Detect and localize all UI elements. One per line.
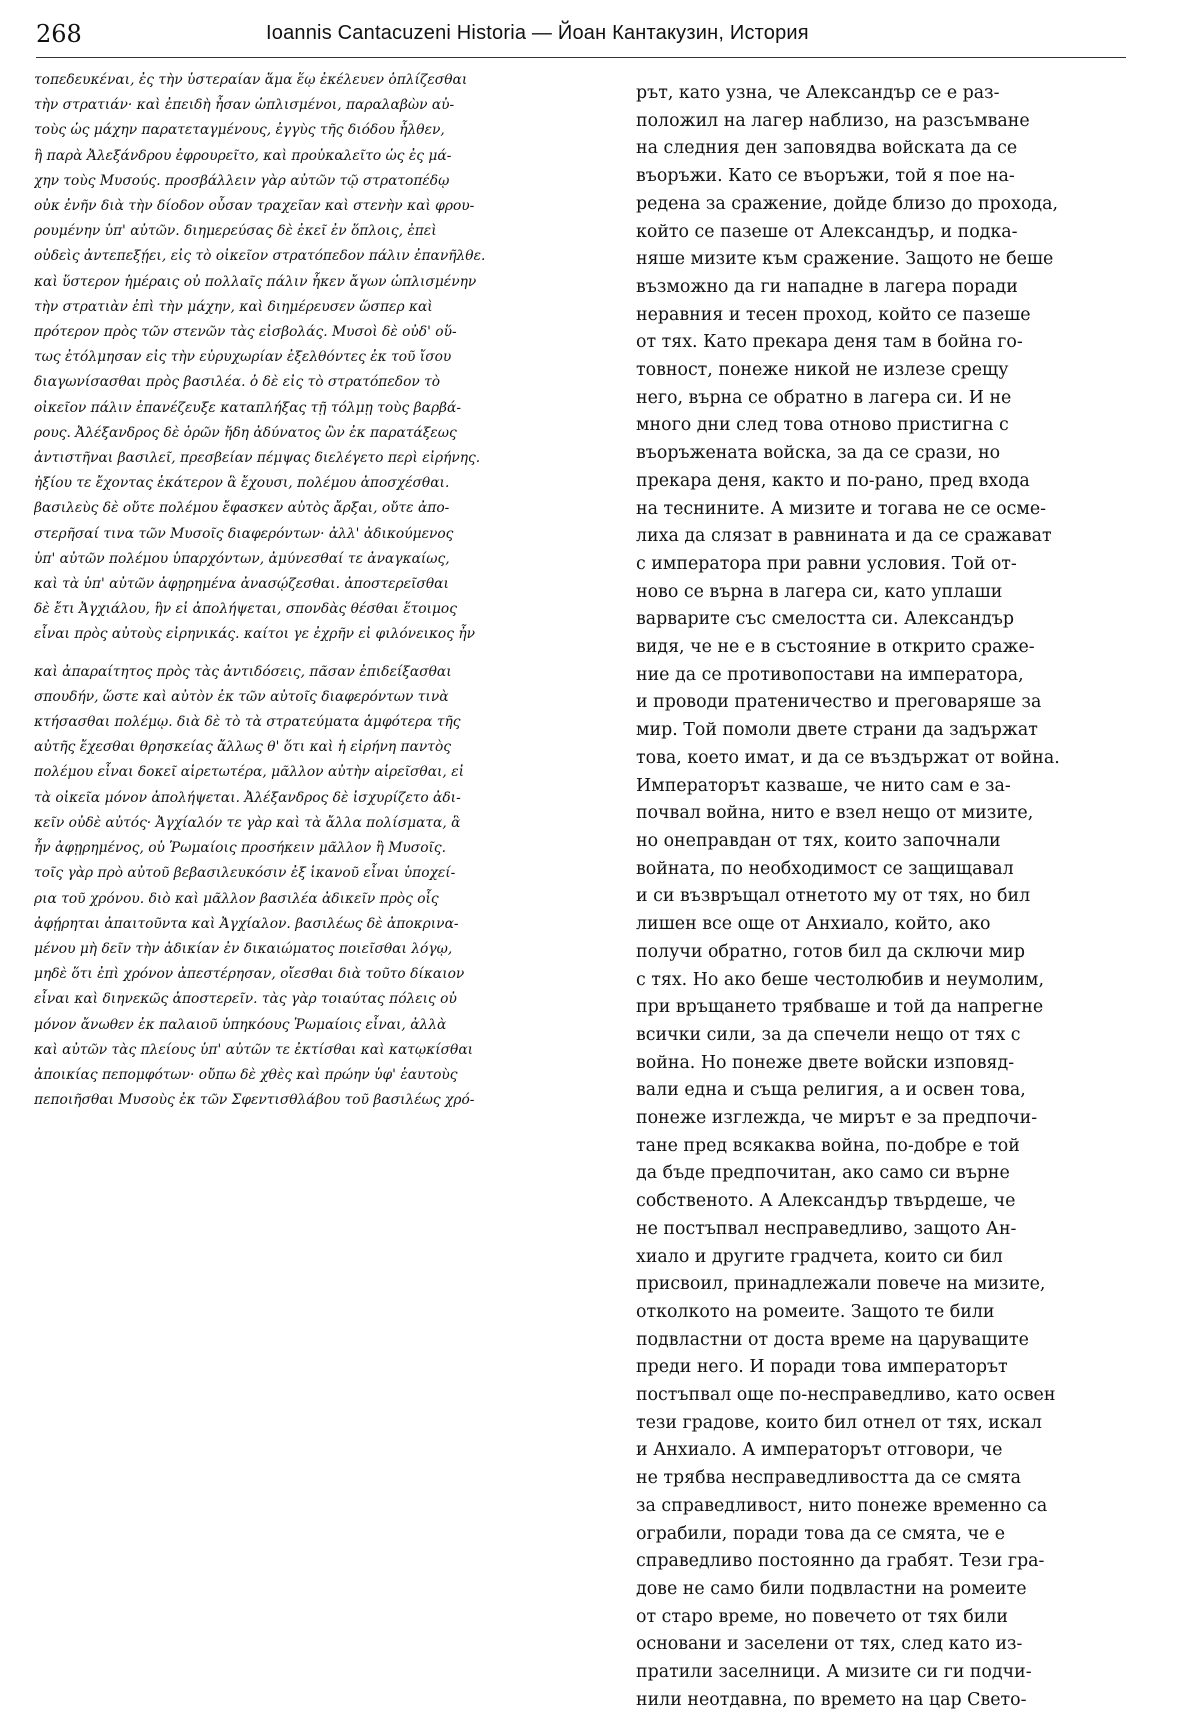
text-line: ново се върна в лагера си, като уплаши	[636, 581, 1003, 602]
text-line: ρους. Ἀλέξανδρος δὲ ὁρῶν ἤδη ἀδύνατος ὢν ἐκ παρατάξεως	[34, 424, 457, 441]
text-line: няше мизите към сражение. Защото не беше	[636, 249, 1054, 270]
text-line: εἶναι πρὸς αὐτοὺς εἰρηνικάς. καίτοι γε ἐχρῆν εἰ φιλόνεικος ἦν	[34, 626, 476, 643]
text-line: постъпвал още по-несправедливо, като освен	[636, 1385, 1056, 1406]
text-line: отколкото на ромеите. Защото те били	[636, 1301, 995, 1322]
text-line: ограбили, поради това да се смята, че е	[636, 1523, 1006, 1544]
text-line: справедливо постоянно да грабят. Тези гра-	[636, 1551, 1045, 1572]
text-line: на следния ден заповядва войската да се	[636, 138, 1018, 159]
text-line: καὶ τὰ ὑπ' αὐτῶν ἀφῃρημένα ἀνασῴζεσθαι. ἀποστερεῖσθαι	[34, 576, 449, 593]
text-line: κτήσασθαι πολέμῳ. διὰ δὲ τὸ τὰ στρατεύματα ἀμφότερα τῆς	[34, 714, 461, 731]
text-line: дове не само били подвластни на ромеите	[636, 1578, 1027, 1599]
text-line: Императорът казваше, че нито сам е за-	[636, 775, 1011, 796]
greek-text-column	[34, 68, 594, 1113]
text-line: οὐδεὶς ἀντεπεξῄει, εἰς τὸ οἰκεῖον στρατόπεδον πάλιν ἐπανῆλθε.	[34, 248, 486, 265]
text-line: почвал война, нито е взел нещо от мизите,	[636, 803, 1034, 824]
running-head: Ioannis Cantacuzeni Historia — Йоан Кантакузин, История	[266, 22, 809, 44]
text-line: πρότερον πρὸς τῶν στενῶν τὰς εἰσβολάς. Μυσοὶ δὲ οὐδ' οὕ-	[34, 324, 457, 341]
text-line: δὲ ἔτι Ἀγχιάλου, ἣν εἰ ἀπολήψεται, σπονδὰς θέσθαι ἕτοιμος	[34, 601, 457, 618]
page-number: 268	[36, 20, 82, 48]
text-line: καὶ ὕστερον ἡμέραις οὐ πολλαῖς πάλιν ἧκεν ἄγων ὡπλισμένην	[34, 273, 477, 290]
page-header	[36, 16, 1126, 56]
text-line: нили неотдавна, по времето на цар Свето-	[636, 1689, 1027, 1710]
greek-paragraph-2	[34, 660, 594, 1114]
text-line: война. Но понеже двете войски изповяд-	[636, 1052, 1015, 1073]
text-line: войната, по необходимост се защищавал	[636, 858, 1014, 879]
text-line: редена за сражение, дойде близо до прохода,	[636, 193, 1059, 214]
text-line: с императора при равни условия. Той от-	[636, 553, 1017, 574]
text-line: който се пазеше от Александър, и подка-	[636, 221, 1018, 242]
text-line: да бъде предпочитан, ако само си върне	[636, 1163, 1010, 1184]
text-line: μένου μὴ δεῖν τὴν ἀδικίαν ἐν δικαιώματος ποιεῖσθαι λόγῳ,	[34, 940, 453, 957]
text-line: τὴν στρατιὰν ἐπὶ τὴν μάχην, καὶ διημέρευσεν ὥσπερ καὶ	[34, 298, 433, 315]
text-line: не постъпвал несправедливо, защото Ан-	[636, 1218, 1017, 1239]
greek-paragraph-1	[34, 68, 594, 648]
text-line: τοῖς γὰρ πρὸ αὐτοῦ βεβασιλευκόσιν ἐξ ἱκανοῦ εἶναι ὑποχεί-	[34, 865, 456, 882]
text-line: на теснините. А мизите и тогава не се осме-	[636, 498, 1047, 519]
text-line: τοπεδευκέναι, ἐς τὴν ὑστεραίαν ἅμα ἕῳ ἐκέλευεν ὁπλίζεσθαι	[34, 72, 468, 88]
text-line: ἀντιστῆναι βασιλεῖ, πρεσβείαν πέμψας διελέγετο περὶ εἰρήνης.	[34, 450, 481, 467]
text-line: χην τοὺς Μυσούς. προσβάλλειν γὰρ αὐτῶν τῷ στρατοπέδῳ	[34, 172, 450, 189]
text-line: пратили заселници. А мизите си ги подчи-	[636, 1662, 1032, 1683]
text-line: положил на лагер наблизо, на разсъмване	[636, 110, 1030, 131]
text-line: неравния и тесен проход, който се пазеше	[636, 304, 1031, 325]
text-line: ἠξίου τε ἔχοντας ἑκάτερον ἃ ἔχουσι, πολέμου ἀποσχέσθαι.	[34, 475, 450, 492]
text-line: μόνον ἄνωθεν ἐκ παλαιοῦ ὑπηκόους Ῥωμαίοις εἶναι, ἀλλὰ	[34, 1016, 447, 1033]
text-line: за справедливост, нито понеже временно са	[636, 1495, 1048, 1516]
text-line: него, върна се обратно в лагера си. И не	[636, 387, 1012, 408]
text-line: присвоил, принадлежали повече на мизите,	[636, 1274, 1046, 1295]
text-line: въоръжи. Като се въоръжи, той я пое на-	[636, 166, 1015, 187]
text-line: от старо време, но повечето от тях били	[636, 1606, 1008, 1627]
text-line: ἦν ἀφῃρημένος, οὐ Ῥωμαίοις προσήκειν μᾶλλον ἢ Μυσοῖς.	[34, 840, 447, 857]
paragraph-gap	[34, 648, 594, 660]
text-line: подвластни от доста време на царуващите	[636, 1329, 1029, 1350]
text-line: μηδὲ ὅτι ἐπὶ χρόνον ἀπεστέρησαν, οἴεσθαι διὰ τοῦτο δίκαιον	[34, 966, 465, 983]
text-line: καὶ ἀπαραίτητος πρὸς τὰς ἀντιδόσεις, πᾶσαν ἐπιδείξασθαι	[34, 663, 452, 680]
text-line: αὐτῆς ἔχεσθαι θρησκείας ἄλλως θ' ὅτι καὶ ἡ εἰρήνη παντὸς	[34, 739, 451, 756]
text-line: собственото. А Александър твърдеше, че	[636, 1191, 1016, 1212]
text-line: хиало и другите градчета, които си бил	[636, 1246, 1003, 1267]
text-line: καὶ αὐτῶν τὰς πλείους ὑπ' αὐτῶν τε ἐκτίσθαι καὶ κατῳκίσθαι	[34, 1041, 474, 1058]
text-line: прекара деня, както и по-рано, пред входа	[636, 470, 1030, 491]
text-line: вали една и съща религия, а и освен това,	[636, 1080, 1026, 1101]
text-line: получи обратно, готов бил да сключи мир	[636, 941, 1026, 962]
text-line: тези градове, които бил отнел от тях, искал	[636, 1412, 1042, 1433]
text-line: тане пред всякаква война, по-добре е той	[636, 1135, 1020, 1156]
text-line: мир. Той помоли двете страни да задържат	[636, 720, 1038, 741]
text-line: от тях. Като прекара деня там в бойна го-	[636, 332, 1023, 353]
text-line: ρουμένην ὑπ' αὐτῶν. διημερεύσας δὲ ἐκεῖ ἐν ὅπλοις, ἐπεὶ	[34, 223, 437, 240]
text-line: и си възвръщал отнетото му от тях, но бил	[636, 886, 1031, 907]
text-line: στερῆσαί τινα τῶν Μυσοῖς διαφερόντων· ἀλλ' ἀδικούμενος	[34, 525, 454, 542]
text-line: ρια τοῦ χρόνου. διὸ καὶ μᾶλλον βασιλέα ἀδικεῖν πρὸς οἷς	[34, 890, 439, 907]
text-line: τοὺς ὡς μάχην παρατεταγμένους, ἐγγὺς τῆς διόδου ἦλθεν,	[34, 122, 445, 139]
text-line: преди него. И поради това императорът	[636, 1357, 1008, 1378]
text-line: варварите със смелостта си. Александър	[636, 609, 1015, 630]
text-line: τὰ οἰκεῖα μόνον ἀπολήψεται. Ἀλέξανδρος δὲ ἰσχυρίζετο ἀδι-	[34, 789, 461, 806]
text-line: и проводи пратеничество и преговаряше за	[636, 692, 1042, 713]
text-line: всички сили, за да спечели нещо от тях с	[636, 1024, 1021, 1045]
text-line: рът, като узна, че Александър се е раз-	[636, 83, 1000, 103]
text-line: но онеправдан от тях, които започнали	[636, 830, 1001, 851]
text-line: при връщането трябваше и той да напрегне	[636, 997, 1044, 1018]
text-line: βασιλεὺς δὲ οὔτε πολέμου ἔφασκεν αὐτὸς ἄρξαι, οὔτε ἀπο-	[34, 500, 450, 517]
text-line: ἀφῄρηται ἀπαιτοῦντα καὶ Ἀγχίαλον. βασιλέως δὲ ἀποκρινα-	[34, 915, 459, 932]
text-line: лиха да слязат в равнината и да се сражават	[636, 526, 1052, 547]
text-line: видя, че не е в състояние в открито сраже-	[636, 637, 1035, 658]
text-line: ὑπ' αὐτῶν πολέμου ὑπαρχόντων, ἀμύνεσθαί τε ἀναγκαίως,	[34, 550, 450, 567]
text-line: ἣ παρὰ Ἀλεξάνδρου ἐφρουρεῖτο, καὶ προὐκαλεῖτο ὡς ἐς μά-	[34, 147, 452, 164]
text-line: ние да се противопостави на императора,	[636, 664, 1024, 685]
text-line: това, което имат, и да се въздържат от война.	[636, 747, 1060, 768]
text-line: οὐκ ἐνῆν διὰ τὴν δίοδον οὖσαν τραχεῖαν καὶ στενὴν καὶ φρου-	[34, 198, 475, 215]
text-line: въоръжената войска, за да се срази, но	[636, 443, 1001, 464]
text-line: много дни след това отново пристигна с	[636, 415, 1009, 436]
text-line: възможно да ги нападне в лагера поради	[636, 276, 1018, 297]
text-line: ἀποικίας πεπομφότων· οὔπω δὲ χθὲς καὶ πρώην ὑφ' ἑαυτοὺς	[34, 1066, 458, 1083]
text-line: лишен все още от Анхиало, който, ако	[636, 914, 991, 935]
text-line: πολέμου εἶναι δοκεῖ αἱρετωτέρα, μᾶλλον αὐτὴν αἱρεῖσθαι, εἰ	[34, 764, 465, 781]
text-line: основани и заселени от тях, след като из-	[636, 1634, 1023, 1655]
bulgarian-translation-column	[636, 80, 1126, 1714]
text-line: τως ἐτόλμησαν εἰς τὴν εὐρυχωρίαν ἐξελθόντες ἐκ τοῦ ἴσου	[34, 349, 452, 366]
text-line: οἰκεῖον πάλιν ἐπανέζευξε καταπλήξας τῇ τόλμῃ τοὺς βαρβά-	[34, 399, 462, 416]
text-line: товност, понеже никой не излезе срещу	[636, 360, 1009, 381]
text-line: с тях. Но ако беше честолюбив и неумолим,	[636, 969, 1044, 990]
text-line: σπουδήν, ὥστε καὶ αὐτὸν ἐκ τῶν αὐτοῖς διαφερόντων τινὰ	[34, 688, 449, 705]
text-line: понеже изглежда, че мирът е за предпочи-	[636, 1108, 1038, 1129]
text-line: κεῖν οὐδὲ αὐτός· Ἀγχίαλόν τε γὰρ καὶ τὰ ἄλλα πολίσματα, ἃ	[34, 814, 461, 831]
text-line: τὴν στρατιάν· καὶ ἐπειδὴ ἦσαν ὡπλισμένοι, παραλαβὼν αὐ-	[34, 97, 455, 114]
text-line: не трябва несправедливостта да се смята	[636, 1468, 1021, 1489]
text-line: εἶναι καὶ διηνεκῶς ἀποστερεῖν. τὰς γὰρ τοιαύτας πόλεις οὐ	[34, 991, 457, 1008]
text-line: διαγωνίσασθαι πρὸς βασιλέα. ὁ δὲ εἰς τὸ στρατόπεδον τὸ	[34, 374, 441, 391]
header-rule	[36, 57, 1126, 58]
text-line: πεποιῆσθαι Μυσοὺς ἐκ τῶν Σφεντισθλάβου τοῦ βασιλέως χρό-	[34, 1092, 475, 1109]
text-line: и Анхиало. А императорът отговори, че	[636, 1440, 1003, 1461]
